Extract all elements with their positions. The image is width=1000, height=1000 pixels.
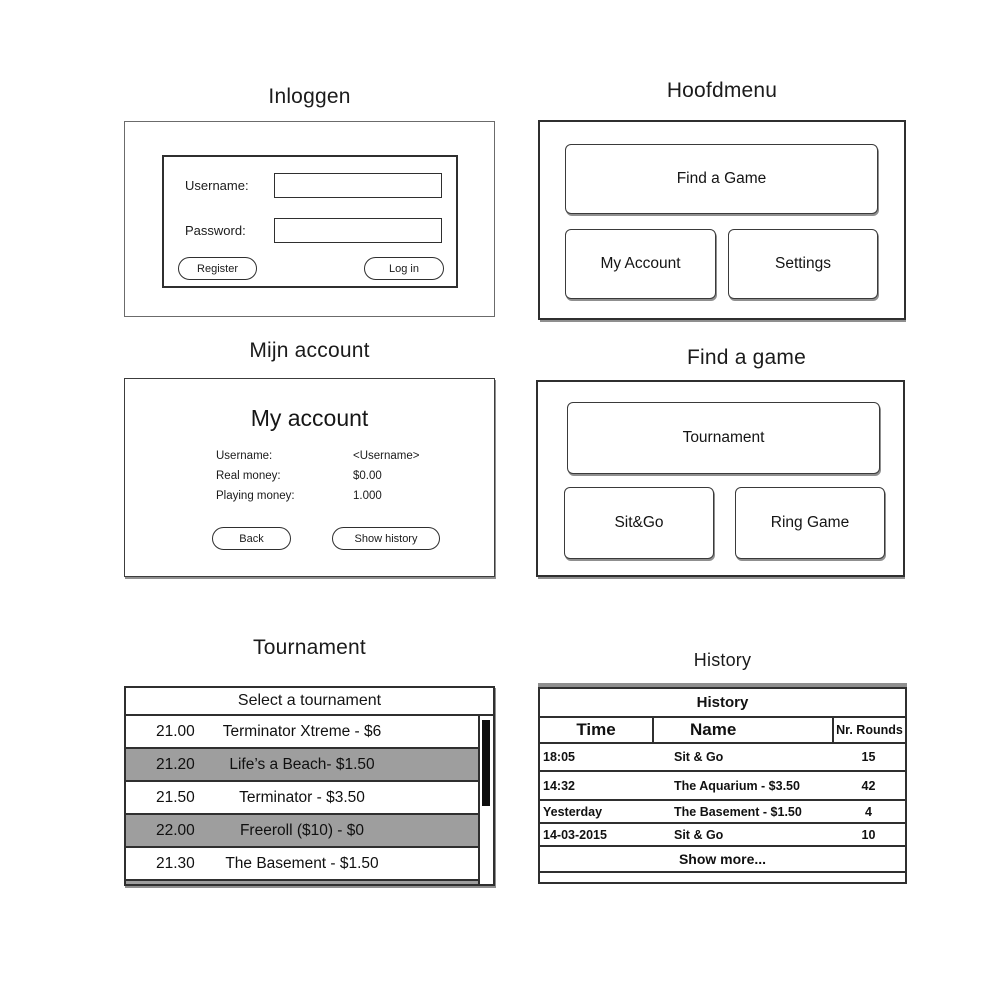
login-button[interactable]: Log in: [364, 257, 444, 280]
tournament-row-time: 21.20: [156, 755, 195, 773]
tournament-row-partial[interactable]: [126, 881, 478, 884]
tournament-row-name: Terminator - $3.50: [239, 788, 365, 806]
login-panel-title: Inloggen: [268, 85, 351, 108]
history-column-header-row: [540, 718, 905, 744]
sit-and-go-button[interactable]: Sit&Go: [564, 487, 714, 559]
account-row-value: <Username>: [353, 450, 420, 462]
find-a-game-panel: [536, 380, 905, 577]
login-form: [162, 155, 458, 288]
history-row-rounds: 10: [861, 827, 876, 842]
history-row-time: 14:32: [543, 778, 575, 793]
tournament-panel-title: Tournament: [253, 636, 366, 659]
tournament-list: [126, 716, 478, 884]
account-row: [216, 490, 486, 502]
back-button[interactable]: Back: [212, 527, 291, 550]
find-a-game-panel-title: Find a game: [687, 346, 806, 369]
username-label: Username:: [185, 178, 249, 193]
settings-button[interactable]: Settings: [728, 229, 878, 299]
history-row-time: 18:05: [543, 750, 575, 764]
history-row-name: The Basement - $1.50: [674, 804, 802, 819]
history-panel: [538, 687, 907, 884]
history-row-rounds: 4: [865, 804, 872, 819]
tournament-scrollbar[interactable]: [478, 716, 493, 884]
password-label: Password:: [185, 223, 246, 238]
tournament-row-name: Freeroll ($10) - $0: [239, 821, 365, 839]
account-row: [216, 470, 486, 482]
tournament-row-time: 21.00: [156, 722, 195, 740]
history-row-rounds: 15: [861, 750, 876, 764]
account-row-value: $0.00: [353, 470, 382, 482]
tournament-row[interactable]: [126, 848, 478, 881]
account-row-label: Playing money:: [216, 490, 295, 502]
history-row[interactable]: [540, 801, 905, 824]
tournament-row-time: 22.00: [156, 821, 195, 839]
tournament-row[interactable]: [126, 782, 478, 815]
tournament-row[interactable]: [126, 716, 478, 749]
username-input[interactable]: [274, 173, 442, 198]
account-row-label: Username:: [216, 450, 273, 462]
my-account-panel: [124, 378, 495, 577]
main-menu-panel: [538, 120, 906, 320]
history-row-name: Sit & Go: [674, 827, 724, 842]
my-account-panel-title: Mijn account: [249, 339, 370, 362]
main-menu-panel-title: Hoofdmenu: [666, 79, 778, 102]
scrollbar-thumb[interactable]: [482, 720, 490, 806]
show-history-button[interactable]: Show history: [332, 527, 440, 550]
my-account-button[interactable]: My Account: [565, 229, 716, 299]
tournament-button[interactable]: Tournament: [567, 402, 880, 474]
column-header-rounds[interactable]: Nr. Rounds: [832, 718, 905, 742]
history-empty-row: [540, 873, 905, 882]
password-input[interactable]: [274, 218, 442, 243]
find-a-game-button[interactable]: Find a Game: [565, 144, 878, 214]
history-row[interactable]: [540, 772, 905, 801]
history-row-time: 14-03-2015: [543, 827, 607, 842]
account-row-value: 1.000: [353, 490, 382, 502]
history-row[interactable]: [540, 744, 905, 772]
history-row[interactable]: [540, 824, 905, 847]
tournament-list-header: Select a tournament: [126, 688, 493, 716]
login-panel: [124, 121, 495, 317]
show-more-button[interactable]: Show more...: [540, 847, 905, 873]
tournament-row-name: Life’s a Beach- $1.50: [229, 755, 375, 773]
tournament-row-name: Terminator Xtreme - $6: [222, 722, 382, 740]
ring-game-button[interactable]: Ring Game: [735, 487, 885, 559]
history-row-name: The Aquarium - $3.50: [674, 778, 800, 793]
tournament-row-time: 21.50: [156, 788, 195, 806]
account-row: [216, 450, 486, 462]
column-header-name[interactable]: Name: [652, 718, 832, 742]
tournament-row-name: The Basement - $1.50: [225, 854, 379, 872]
history-table-title: History: [540, 689, 905, 718]
history-row-time: Yesterday: [543, 804, 603, 819]
tournament-list-panel: [124, 686, 495, 886]
history-row-rounds: 42: [861, 778, 876, 793]
account-row-label: Real money:: [216, 470, 281, 482]
column-header-time[interactable]: Time: [576, 720, 616, 739]
my-account-heading: My account: [250, 405, 369, 431]
tournament-row[interactable]: [126, 749, 478, 782]
tournament-row[interactable]: [126, 815, 478, 848]
history-row-name: Sit & Go: [674, 750, 724, 764]
register-button[interactable]: Register: [178, 257, 257, 280]
tournament-row-time: 21.30: [156, 854, 195, 872]
history-panel-title: History: [693, 650, 752, 670]
